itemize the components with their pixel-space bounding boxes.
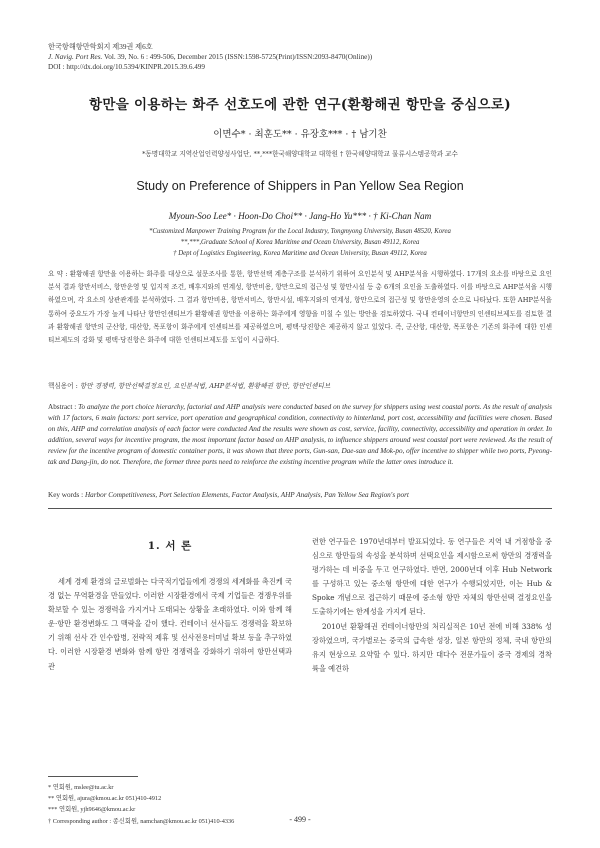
journal-header	[48, 42, 372, 72]
affiliation-en-1: *Customized Manpower Training Program for the Local Industry, Tongmyong University, Busan 48520, Korea	[149, 228, 451, 235]
divider	[48, 508, 552, 509]
journal-name-ko: 한국항해항만학회지 제39권 제6호	[48, 43, 153, 51]
keywords-en-text: Harbor Competitiveness, Port Selection Elements, Factor Analysis, AHP Analysis, Pan Yellow Sea Region's port	[84, 491, 409, 499]
abstract-en-label: Abstract :	[48, 403, 79, 411]
body-paragraph: 2010년 환황해권 컨테이너항만의 처리실적은 10년 전에 비해 338% 성장하였으며, 국가별로는 중국의 급속한 성장, 일본 항만의 정체, 국내 항만의 유지 현상으로 요약할 수 있다. 하지만 대다수 전문가들이 중국 경제의 경착륙을 예견하	[312, 621, 552, 673]
section-title-introduction: 1. 서 론	[147, 540, 193, 552]
body-column-right	[312, 535, 552, 676]
affiliation-ko: *동명대학교 지역산업인력양성사업단, **,***한국해양대학교 대학원 † 한국해양대학교 물류시스템공학과 교수	[142, 150, 458, 158]
affiliation-en-2: **,***,Graduate School of Korea Maritime and Ocean University, Busan 49112, Korea	[180, 239, 420, 246]
citation-journal: J. Navig. Port Res.	[48, 53, 103, 61]
body-paragraph: 련한 연구들은 1970년대부터 발표되었다. 동 연구들은 지역 내 거점항을 중심으로 항만들의 속성을 분석하며 선택요인을 제시함으로써 항만의 경쟁력을 평가하는 데 비중을 두고 연구하였다. 반면, 2000년대 이후 Hub Network를 구성하고 있는 중소형 항만에 대한 연구가 수행되었지만, 이는 Hub & Spoke 개념으로 접근하기 때문에 중소형 항만 자체의 항만선택 결정요인을 도출하기에는 한계성을 가지게 된다.	[312, 537, 552, 617]
footnote-3: *** 연회원, yjh9646@kmou.ac.kr	[48, 806, 136, 814]
keywords-en	[48, 491, 568, 499]
abstract-ko-text: 환황해권 항만을 이용하는 화주를 대상으로 설문조사를 통한, 항만선택 계층구조를 분석하기 위하여 요인분석 및 AHP분석을 시행하였다. 17개의 요소를 바탕으로 요인분석 결과 항만서비스, 항만운영 및 입지적 조건, 배후지와의 연계성, 항만비용, 항만으로의 접근성 및 항만시설 등 총 6개의 요인을 도출하였다. 이를 바탕으로 AHP분석을 시행하였으며, 각 요소의 상관관계를 분석하였다. 그 결과 항만비용, 항만서비스, 항만시설, 배후지와의 연계성, 항만으로의 접근성 및 항만운영의 순으로 나타났다. 또한 AHP분석을 통하여 중요도가 가장 높게 나타난 항만인센티브가 환황해권 항만을 이용하는 화주에게 영향을 미칠 수 있는 방안을 검토하였다. 국내 컨테이너항만의 인센티브제도를 검토한 결과 환황해권 항만의 군산항, 대산항, 목포항이 화주에게 인센티브를 제공하였으며, 평택·당진항은 제공하지 않고 있었다. 즉, 군산항, 대산항, 목포항은 기존의 화주에 대한 인센티브제도의 강화 및 평택·당진항은 화주에 대한 인센티브제도를 도입이 시급하다.	[48, 270, 553, 345]
keywords-en-label: Key words :	[48, 491, 85, 499]
abstract-ko-label: 요 약 :	[48, 270, 70, 278]
paper-title-en: Study on Preference of Shippers in Pan Yellow Sea Region	[136, 179, 464, 193]
footnote-divider	[48, 776, 138, 777]
abstract-en	[48, 402, 552, 468]
citation-line	[48, 52, 372, 62]
paper-title-ko: 항만을 이용하는 화주 선호도에 관한 연구(환황해권 항만을 중심으로)	[89, 97, 511, 113]
affiliation-en-3: † Dept of Logistics Engineering, Korea Maritime and Ocean University, Busan 49112, Korea	[173, 250, 427, 257]
authors-en: Myoun-Soo Lee* · Hoon-Do Choi** · Jang-Ho Yu*** · † Ki-Chan Nam	[168, 211, 432, 221]
body-paragraph: 세계 경제 환경의 글로벌화는 다국적기업들에게 경쟁의 세계화를 촉진케 국경 없는 무역환경을 만들었다. 이러한 시장환경에서 국제 기업들은 경쟁우위를 확보할 수 있는 경쟁력을 가지거나 도태되는 상황을 초래하였다. 이와 함께 해운·항만 환경변화도 그 맥락을 같이 했다. 컨테이너 선사들도 경쟁력을 확보하기 위해 선사 간 인수합병, 전략적 제휴 및 선사전용터미널 확보 등을 추구하였다. 이러한 시장환경 변화와 함께 항만 경쟁력을 강화하기 위하여 항만선택과 관	[48, 577, 292, 671]
footnote-1: * 연회원, mslee@tu.ac.kr	[48, 784, 114, 791]
abstract-en-text: To analyze the port choice hierarchy, factorial and AHP analysis were conducted based on the survey for shippers using west coastal ports. As the result of analysis with 17 factors, 6 main factors: port service, port operation and geographical condition, connectivity to hinterland, port cost, accessibility and facilities were chosen. Based on this, AHP and correlation analysis of each factor were conducted And the results were shown as cost, service, facility, connectivity, accessibility and operation in order. In addition, several ways for incentive program, the most important factor based on AHP analysis, to influence shippers around west coastal port were reviewed. As the result of review for the incentive program of domestic container ports, it was shown that three ports, Gun-san, Dae-san and Mok-po, offer incentive to shipper while two ports, Pyeong-tak and Dang-jin, do not. Therefore, the former three ports need to reinforce the existing incentive program while the latter ones introduce it.	[48, 403, 552, 466]
keywords-ko-text: 항만 경쟁력, 항만선택결정요인, 요인분석법, AHP분석법, 환황해권 항만, 항만인센티브	[79, 382, 331, 390]
footnote-4: † Corresponding author : 종신회원, namchan@kmou.ac.kr 051)410-4336	[48, 817, 235, 825]
page-number: - 499 -	[289, 815, 311, 824]
citation-details: Vol. 39, No. 6 : 499-506, December 2015 (ISSN:1598-5725(Print)/ISSN:2093-8470(Online))	[102, 53, 373, 61]
keywords-ko	[48, 380, 552, 390]
authors-ko: 이면수* · 최훈도** · 유장호*** · † 남기찬	[213, 129, 387, 140]
body-column-left	[48, 575, 292, 674]
abstract-ko	[48, 268, 552, 347]
doi-link[interactable]: DOI : http://dx.doi.org/10.5394/KINPR.2015.39.6.499	[48, 63, 205, 71]
keywords-ko-label: 핵심용어 :	[48, 382, 80, 390]
affiliations-en	[0, 226, 600, 259]
footnote-2: ** 연회원, ajura@kmou.ac.kr 051)410-4912	[48, 795, 162, 803]
